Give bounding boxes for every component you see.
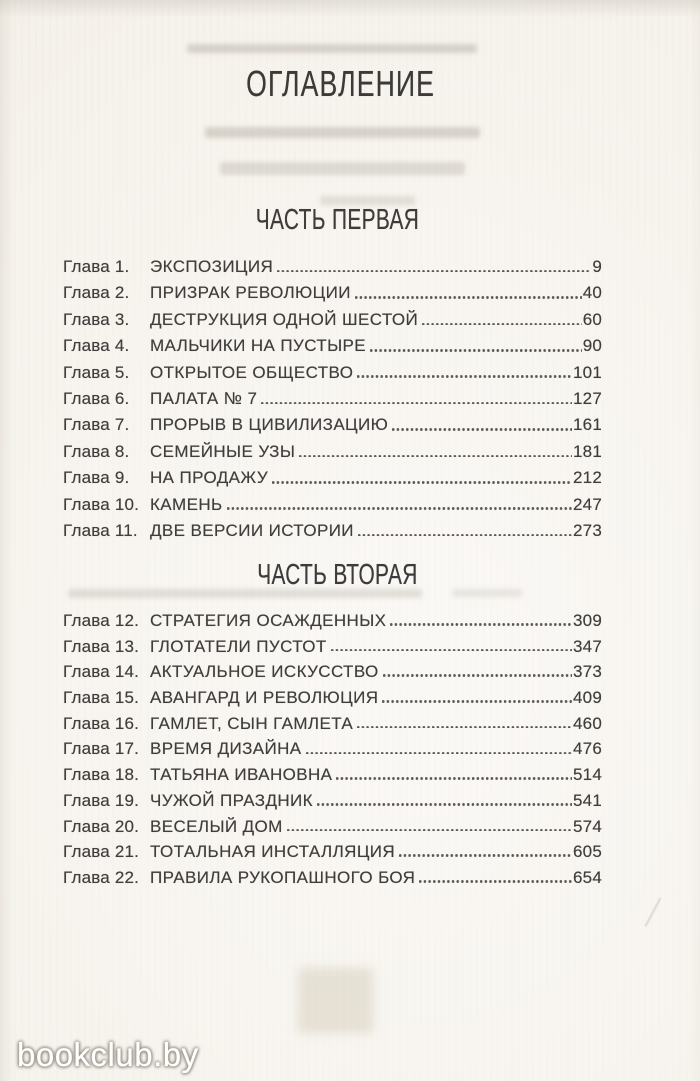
chapter-label: Глава 5.: [63, 362, 130, 382]
chapter-page-number: 460: [573, 713, 602, 733]
chapter-page-number: 309: [573, 611, 602, 630]
dot-leader: [358, 534, 572, 537]
chapter-title: СТРАТЕГИЯ ОСАЖДЕННЫХ: [150, 611, 387, 630]
dot-leader: [399, 854, 572, 857]
chapter-page-number: 161: [573, 415, 602, 435]
chapter-page-number: 212: [573, 468, 602, 488]
chapter-label: Глава 22.: [63, 867, 140, 887]
chapter-label: Глава 19.: [63, 790, 140, 810]
bleed-through-line: [187, 44, 477, 53]
chapter-title: ОТКРЫТОЕ ОБЩЕСТВО: [150, 362, 354, 382]
dot-leader: [382, 700, 572, 703]
dot-leader: [317, 803, 572, 806]
chapter-page-number: 90: [582, 336, 602, 356]
toc-entry: [63, 386, 602, 412]
chapter-page-number: 476: [573, 739, 602, 759]
toc-entry: [63, 711, 602, 737]
chapter-title: ПРИЗРАК РЕВОЛЮЦИИ: [150, 283, 351, 303]
chapter-title: ТАТЬЯНА ИВАНОВНА: [150, 765, 333, 785]
toc-entry: [63, 865, 602, 891]
toc-entry: [63, 360, 602, 386]
toc-entry: [63, 736, 602, 762]
toc-entry: [63, 307, 602, 333]
chapter-label: Глава 16.: [63, 713, 140, 733]
toc-entry: [63, 762, 602, 788]
dot-leader: [419, 880, 572, 883]
toc-entry: [63, 465, 602, 491]
dot-leader: [357, 726, 572, 729]
toc-entry: [63, 333, 602, 359]
chapter-page-number: 409: [573, 688, 602, 708]
dot-leader: [390, 623, 572, 626]
dot-leader: [370, 349, 582, 352]
chapter-title: ЧУЖОЙ ПРАЗДНИК: [150, 790, 313, 810]
dot-leader: [261, 402, 572, 405]
chapter-label: Глава 8.: [63, 441, 130, 461]
dot-leader: [392, 428, 572, 431]
chapter-title: АКТУАЛЬНОЕ ИСКУССТВО: [150, 662, 379, 682]
dot-leader: [287, 829, 572, 832]
chapter-title: ДВЕ ВЕРСИИ ИСТОРИИ: [150, 520, 354, 540]
chapter-label: Глава 7.: [63, 415, 130, 435]
paper-scratch: [645, 898, 661, 927]
toc-entry: [63, 439, 602, 465]
part-heading-text: ЧАСТЬ ВТОРАЯ: [257, 559, 418, 591]
dot-leader: [355, 296, 582, 299]
chapter-page-number: 60: [582, 309, 602, 329]
chapter-label: Глава 4.: [63, 336, 130, 356]
toc-entry: [63, 518, 602, 544]
chapter-page-number: 514: [573, 765, 602, 785]
chapter-page-number: 654: [573, 867, 602, 887]
chapter-page-number: 574: [573, 816, 602, 836]
toc-entry: [63, 254, 602, 280]
toc-entry: [63, 659, 602, 685]
chapter-label: Глава 3.: [63, 309, 130, 329]
chapter-label: Глава 20.: [63, 816, 140, 836]
dot-leader: [272, 481, 572, 484]
part-heading-text: ЧАСТЬ ПЕРВАЯ: [255, 204, 420, 236]
dot-leader: [306, 752, 572, 755]
chapter-label: Глава 15.: [63, 688, 140, 708]
toc-entry: [63, 685, 602, 711]
chapter-page-number: 605: [573, 842, 602, 862]
toc-entry: [63, 492, 602, 518]
dot-leader: [383, 674, 572, 677]
chapter-title: ДЕСТРУКЦИЯ ОДНОЙ ШЕСТОЙ: [150, 309, 419, 329]
chapter-page-number: 347: [573, 636, 602, 656]
dot-leader: [336, 777, 572, 780]
chapter-title: НА ПРОДАЖУ: [150, 468, 269, 488]
toc-entry: [63, 280, 602, 306]
chapter-page-number: 247: [573, 494, 602, 514]
dot-leader: [331, 649, 572, 652]
toc-entry: [63, 608, 602, 634]
page-title-text: ОГЛАВЛЕНИЕ: [246, 63, 435, 104]
chapter-title: СЕМЕЙНЫЕ УЗЫ: [150, 441, 296, 461]
chapter-title: ПРАВИЛА РУКОПАШНОГО БОЯ: [150, 867, 416, 887]
bleed-through-blot: [298, 968, 373, 1033]
chapter-title: ВРЕМЯ ДИЗАЙНА: [150, 739, 302, 759]
toc-entry: [63, 814, 602, 840]
bleed-through-line: [205, 127, 480, 138]
chapter-label: Глава 11.: [63, 520, 138, 540]
chapter-title: ГЛОТАТЕЛИ ПУСТОТ: [150, 636, 327, 656]
chapter-title: ГАМЛЕТ, СЫН ГАМЛЕТА: [150, 713, 354, 733]
chapter-label: Глава 6.: [63, 388, 130, 408]
toc-entry: [63, 634, 602, 660]
chapter-title: ПАЛАТА № 7: [150, 388, 258, 408]
chapter-label: Глава 13.: [63, 636, 140, 656]
chapter-page-number: 127: [573, 388, 602, 408]
chapter-label: Глава 14.: [63, 662, 140, 682]
dot-leader: [422, 323, 582, 326]
chapter-page-number: 273: [573, 520, 602, 540]
chapter-label: Глава 2.: [63, 283, 130, 303]
chapter-label: Глава 17.: [63, 739, 140, 759]
chapter-title: ТОТАЛЬНАЯ ИНСТАЛЛЯЦИЯ: [150, 842, 396, 862]
toc-entry: [63, 788, 602, 814]
page-title: [63, 63, 602, 104]
bleed-through-line: [452, 589, 522, 597]
toc-entries: [63, 608, 602, 891]
chapter-title: КАМЕНЬ: [150, 494, 223, 514]
chapter-title: ЭКСПОЗИЦИЯ: [150, 257, 274, 276]
chapter-page-number: 40: [582, 283, 602, 303]
chapter-label: Глава 10.: [63, 494, 140, 514]
toc-entries: [63, 254, 602, 544]
watermark: bookclub.by: [17, 1036, 199, 1073]
part-heading: [63, 561, 602, 590]
chapter-page-number: 181: [573, 441, 602, 461]
toc-entry: [63, 839, 602, 865]
chapter-label: Глава 12.: [63, 611, 140, 630]
toc-entry: [63, 412, 602, 438]
chapter-title: ВЕСЕЛЫЙ ДОМ: [150, 816, 283, 836]
dot-leader: [277, 270, 591, 273]
chapter-page-number: 373: [573, 662, 602, 682]
chapter-title: МАЛЬЧИКИ НА ПУСТЫРЕ: [150, 336, 367, 356]
chapter-label: Глава 1.: [63, 257, 130, 276]
chapter-title: ПРОРЫВ В ЦИВИЛИЗАЦИЮ: [150, 415, 389, 435]
chapter-page-number: 541: [573, 790, 602, 810]
dot-leader: [299, 455, 572, 458]
chapter-label: Глава 21.: [63, 842, 140, 862]
dot-leader: [357, 375, 572, 378]
chapter-page-number: 9: [592, 257, 602, 276]
chapter-label: Глава 9.: [63, 468, 130, 488]
part-heading: [63, 206, 602, 235]
chapter-title: АВАНГАРД И РЕВОЛЮЦИЯ: [150, 688, 379, 708]
chapter-page-number: 101: [573, 362, 602, 382]
bleed-through-line: [220, 162, 465, 175]
chapter-label: Глава 18.: [63, 765, 140, 785]
dot-leader: [227, 507, 572, 510]
